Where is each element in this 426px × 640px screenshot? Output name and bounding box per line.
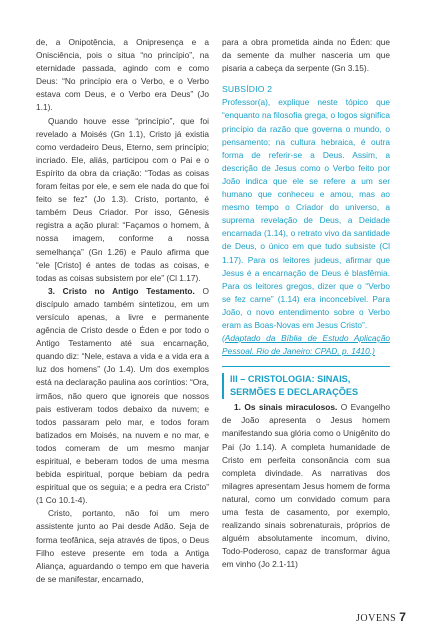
paragraph: de, a Onipotência, a Onipresença e a Onisciência, pois o situa “no princípio”, na eternidade passada, agindo com e como Deus: “No princípio era o Verbo, e o Verbo estava com Deus, e o Verbo era Deus” (Jo 1.1). xyxy=(36,37,209,113)
paragraph xyxy=(36,285,209,508)
right-column xyxy=(222,36,390,571)
subsidio-title: SUBSÍDIO 2 xyxy=(222,84,273,95)
paragraph: para a obra prometida ainda no Éden: que da semente da mulher nasceria um que pisaria a cabeça da serpente (Gn 3.15). xyxy=(222,37,390,74)
page-footer xyxy=(356,610,406,624)
subsidio-text: Professor(a), explique neste tópico que “enquanto na filosofia grega, o logos significa princípio da razão que governa o mundo, o pensamento; na cultura hebraica, é outra forma de referir-se a Deus. Assim, a descrição de Jesus como o Verbo feito por João indica que ele se refere a um ser humano que conheceu e amou, mas ao mesmo tempo o Criador do universo, a suprema revelação de Deus, a Deidade encarnada (1.14), o retrato vivo da santidade de Deus, o único em que tudo subsiste (Cl 1.17). Para os leitores judeus, afirmar que Jesus é a encarnação de Deus é blasfêmia. Para os leitores gregos, dizer que o “Verbo se fez carne” (1.14) era inconcebível. Para João, o novo entendimento sobre o Verbo eram as Boas-Novas em Jesus Cristo”. xyxy=(222,97,390,330)
subsidio-source: (Adaptado da Bíblia de Estudo Aplicação Pessoal. Rio de Janeiro: CPAD, p. 1410.) xyxy=(222,333,390,357)
divider xyxy=(222,366,390,367)
paragraph-text: O discípulo amado também sintetizou, em um versículo apenas, a livre e permanente agência de Cristo desde o Éden e por todo o Antigo Testamento até sua encarnação, quando diz: “Nele, estava a vida e a vida era a luz dos homens” (Jo 1.4). Um dos exemplos está na declaração paulina aos coríntios: “Ora, irmãos, não quero que ignoreis que nossos pais estiveram todos debaixo da nuvem; e todos passaram pelo mar, e todos foram batizados em Moisés, na nuvem e no mar, e todos comeram de um mesmo manjar espiritual, e beberam todos de uma mesma bebida espiritual, porque bebiam da pedra espiritual que os seguia; e a pedra era Cristo” (1 Co 10.1-4). xyxy=(36,285,209,506)
topic-heading: 3. Cristo no Antigo Testamento. xyxy=(48,285,195,296)
paragraph: Cristo, portanto, não foi um mero assistente junto ao Pai desde Adão. Seja de forma teofânica, seja através de tipos, o Deus Filho esteve presente em toda a Antiga Aliança, aguardando o tempo em que haveria de se manifestar, encarnado, xyxy=(36,508,209,584)
paragraph-text: O Evangelho de João apresenta o Jesus homem manifestando sua glória como o Unigênito do Pai (Jo 1.14). A completa humanidade de Cristo em perfeita consonância com sua completa divindade. As narrativas dos milagres apresentam Jesus homem de forma natural, como um convidado comum para uma festa de casamento, por exemplo, realizando sinais sobrenaturais, próprios de alguém absolutamente incomum, divino, Todo-Poderoso, capaz de transformar água em vinho (Jo 2.1-11) xyxy=(222,402,391,570)
paragraph xyxy=(222,401,390,571)
page-number: 7 xyxy=(399,610,407,624)
section-title: III – CRISTOLOGIA: SINAIS, SERMÕES E DECLARAÇÕES xyxy=(222,373,390,399)
left-column xyxy=(36,36,209,586)
paragraph: Quando houve esse “princípio”, que foi revelado a Moisés (Gn 1.1), Cristo já existia como verdadeiro Deus, Eterno, sem princípio; incriado. Ele, aliás, participou com o Pai e o Espírito da obra da criação: “Todas as coisas foram feitas por ele, e sem ele nada do que foi feito se fez” (Jo 1.3). Cristo, portanto, é também Deus Criador. Por isso, Gênesis registra a ação plural: “Façamos o homem, à nossa imagem, conforme a nossa semelhança” (Gn 1.26) e Paulo afirma que “ele [Cristo] é antes de todas as coisas, e todas as coisas subsistem por ele” (Cl 1.17). xyxy=(36,115,209,283)
topic-heading: 1. Os sinais miraculosos. xyxy=(234,402,338,413)
magazine-name: JOVENS xyxy=(356,613,397,624)
